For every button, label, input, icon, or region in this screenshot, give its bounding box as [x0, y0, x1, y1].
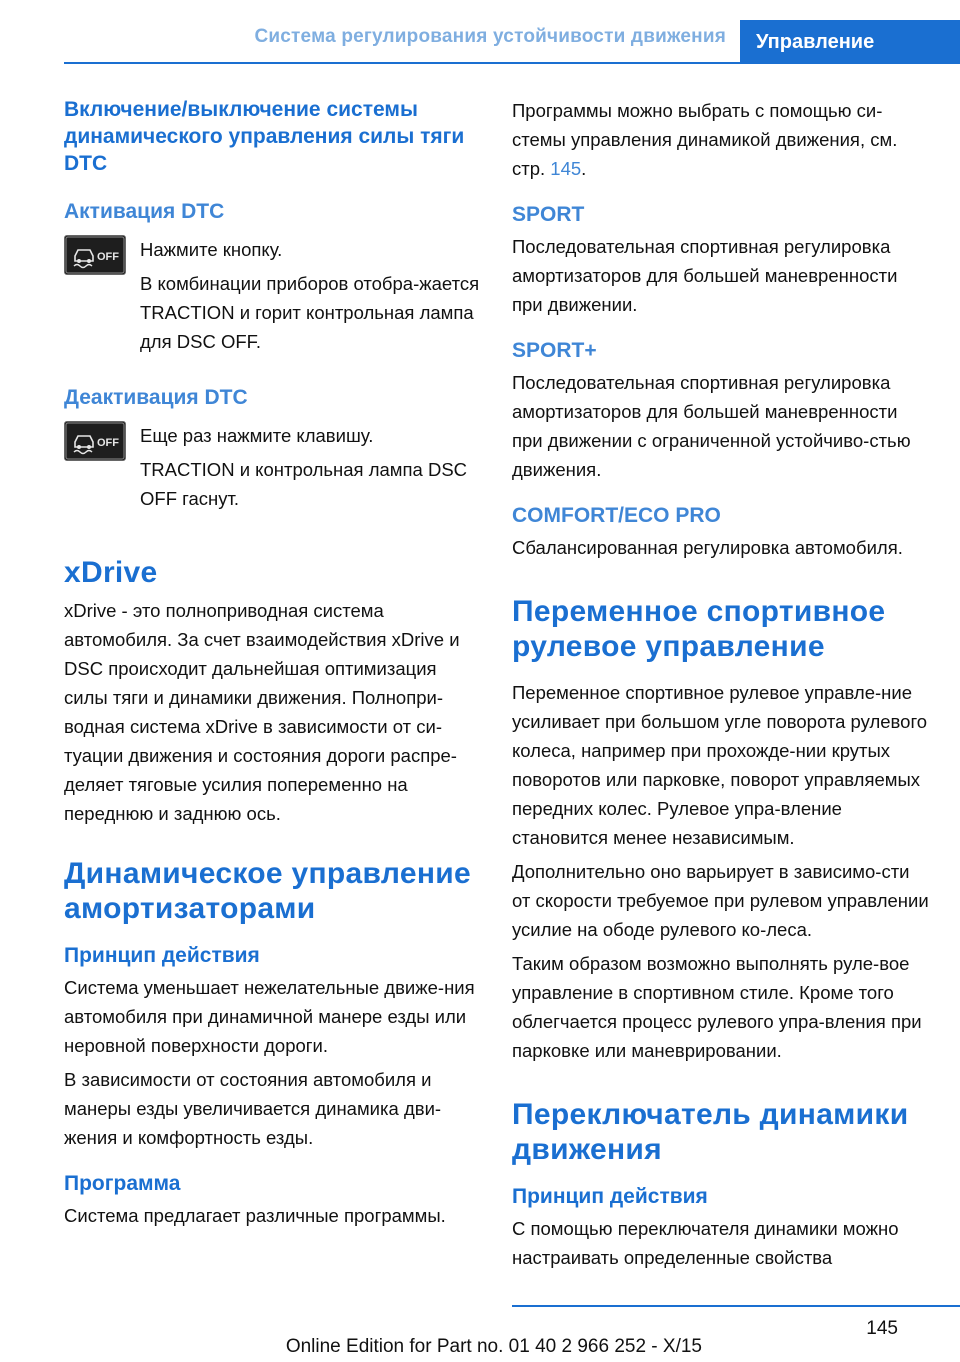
deactivation-heading: Деактивация DTC — [64, 386, 248, 409]
sport-heading: SPORT — [512, 203, 585, 226]
steering-p3: Таким образом возможно выполнять руле-вое управление в спортивном стиле. Кроме того облегчается процесс рулевого упра-вления при парковке или маневрировании. — [512, 953, 922, 1061]
sportplus-text: Последовательная спортивная регулировка амортизаторов для большей маневренности при движении с ограниченной устойчиво-стью движения. — [512, 372, 911, 480]
dtc-off-button-icon — [64, 235, 126, 275]
principle-p2: В зависимости от состояния автомобиля и манеры езды увеличивается динамика дви-жения и комфортность езды. — [64, 1069, 442, 1148]
xdrive-text: xDrive - это полноприводная система автомобиля. За счет взаимодействия xDrive и DSC происходит дальнейшая оптимизация силы тяги и динамики движения. Полнопри-водная система xDrive в зависимости от си-туации движения и состояния дороги распре-деляет тяговые усилия попеременно на переднюю и заднюю ось. — [64, 600, 460, 824]
svg-text:OFF: OFF — [97, 437, 119, 449]
steering-heading: Переменное спортивное рулевое управление — [512, 595, 886, 663]
header-chapter-tab: Управление — [740, 20, 960, 64]
left-column — [64, 96, 484, 1230]
activation-block — [64, 235, 484, 356]
page-reference-link[interactable]: 145 — [550, 158, 582, 179]
dtc-off-button-icon — [64, 421, 126, 461]
sport-text: Последовательная спортивная регулировка амортизаторов для большей маневренности при движении. — [512, 236, 898, 315]
steering-p1: Переменное спортивное рулевое управле-ние усиливает при большом угле поворота рулевого колеса, например при прохожде-нии крутых поворотов или парковке, поворот управляемых передних колес. Рулевое упра-вление становится менее независимым. — [512, 682, 928, 848]
program-p1: Система предлагает различные программы. — [64, 1205, 446, 1226]
comfort-heading: COMFORT/ECO PRO — [512, 504, 721, 527]
footer-rule — [512, 1305, 960, 1307]
sportplus-heading: SPORT+ — [512, 339, 597, 362]
comfort-text: Сбалансированная регулировка автомобиля. — [512, 537, 903, 558]
switch-text: С помощью переключателя динамики можно настраивать определенные свойства — [512, 1218, 899, 1268]
header-rule — [64, 62, 960, 64]
deactivation-step: Еще раз нажмите клавишу. — [140, 425, 374, 446]
footer-edition: Online Edition for Part no. 01 40 2 966 252 - X/15 — [285, 1336, 702, 1357]
activation-step: Нажмите кнопку. — [140, 239, 283, 260]
right-column — [512, 96, 932, 1272]
activation-p2-first: В комбинации приборов отобра-жается TRACTION и горит контрольная лампа для DSC OFF. — [140, 273, 480, 352]
principle-p1: Система уменьшает нежелательные движе-ния автомобиля при динамичной манере езды или неровной поверхности дороги. — [64, 977, 475, 1056]
steering-p2: Дополнительно оно варьирует в зависимо-сти от скорости требуемое при рулевом управлении усилие на ободе рулевого ко-леса. — [512, 861, 929, 940]
programs-intro: Программы можно выбрать с помощью си-стемы управления динамикой движения, см. стр. 145. — [512, 100, 898, 179]
activation-heading: Активация DTC — [64, 200, 225, 223]
svg-text:OFF: OFF — [97, 251, 119, 263]
dtc-heading: Включение/выключение системы динамического управления силы тяги DTC — [64, 98, 465, 175]
switch-principle-heading: Принцип действия — [512, 1185, 708, 1208]
deactivation-result: TRACTION и контрольная лампа DSC OFF гаснут. — [140, 459, 468, 509]
damper-heading: Динамическое управление амортизаторами — [64, 857, 471, 925]
deactivation-block — [64, 421, 484, 513]
xdrive-heading: xDrive — [64, 556, 158, 589]
switch-heading: Переключатель динамики движения — [512, 1098, 909, 1166]
header-section-title: Система регулирования устойчивости движения — [254, 26, 726, 47]
program-heading: Программа — [64, 1172, 181, 1195]
principle-heading: Принцип действия — [64, 944, 260, 967]
page-number: 145 — [866, 1318, 898, 1339]
